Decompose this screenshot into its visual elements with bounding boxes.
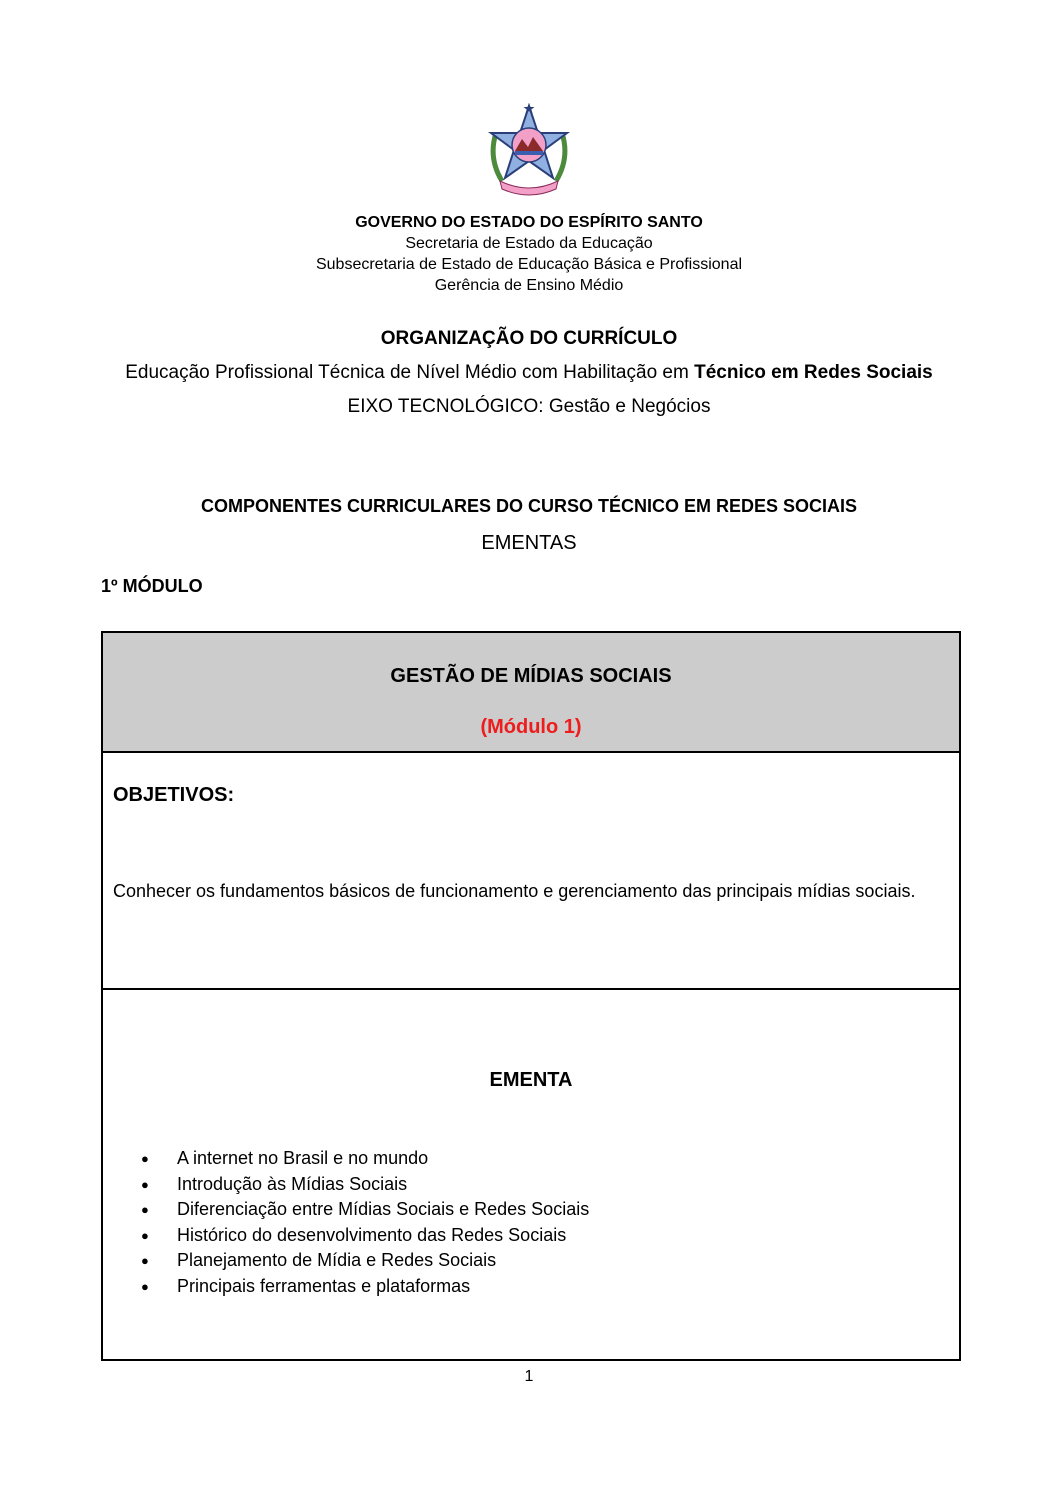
state-seal-icon [486,103,572,197]
components-subtitle: EMENTAS [481,532,577,554]
list-item-text: Introdução às Mídias Sociais [177,1173,408,1194]
ementa-list [141,1146,589,1300]
list-item-text: Histórico do desenvolvimento das Redes Sociais [177,1224,567,1245]
list-item [141,1146,589,1172]
bullet-icon: ● [141,1176,149,1192]
subsecretariat-name: Subsecretaria de Estado de Educação Básica e Profissional [315,256,743,273]
course-name: GESTÃO DE MÍDIAS SOCIAIS [390,665,672,687]
government-name: GOVERNO DO ESTADO DO ESPÍRITO SANTO [355,214,703,231]
management-name: Gerência de Ensino Médio [434,277,624,294]
bullet-icon: ● [141,1278,149,1294]
technological-axis: EIXO TECNOLÓGICO: Gestão e Negócios [347,396,711,417]
list-item [141,1248,589,1274]
bullet-icon: ● [141,1151,149,1166]
list-item-text: A internet no Brasil e no mundo [177,1148,429,1168]
list-item [141,1197,589,1223]
objectives-row [103,753,959,990]
ementa-row [103,990,959,1359]
secretariat-name: Secretaria de Estado da Educação [405,235,653,252]
bullet-icon: ● [141,1253,149,1269]
course-module: (Módulo 1) [480,716,582,738]
program-line [0,362,1058,384]
components-title: COMPONENTES CURRICULARES DO CURSO TÉCNICO EM REDES SOCIAIS [200,496,858,516]
page-number: 1 [524,1368,534,1385]
program-prefix: Educação Profissional Técnica de Nível Médio com Habilitação em [125,362,695,383]
ementa-label: EMENTA [489,1069,573,1091]
objectives-text: Conhecer os fundamentos básicos de funcionamento e gerenciamento das principais mídias sociais. [113,881,916,901]
course-header-row [103,633,959,753]
course-table [101,631,961,1361]
list-item [141,1223,589,1249]
list-item-text: Diferenciação entre Mídias Sociais e Redes Sociais [177,1199,590,1220]
program-name: Técnico em Redes Sociais [694,362,933,383]
list-item-text: Planejamento de Mídia e Redes Sociais [177,1250,497,1271]
list-item [141,1274,589,1300]
curriculum-title: ORGANIZAÇÃO DO CURRÍCULO [380,328,678,349]
bullet-icon: ● [141,1202,149,1218]
objectives-label: OBJETIVOS: [113,784,235,806]
bullet-icon: ● [141,1227,149,1243]
list-item [141,1172,589,1198]
list-item-text: Principais ferramentas e plataformas [177,1275,471,1296]
module-label: 1º MÓDULO [101,576,203,596]
